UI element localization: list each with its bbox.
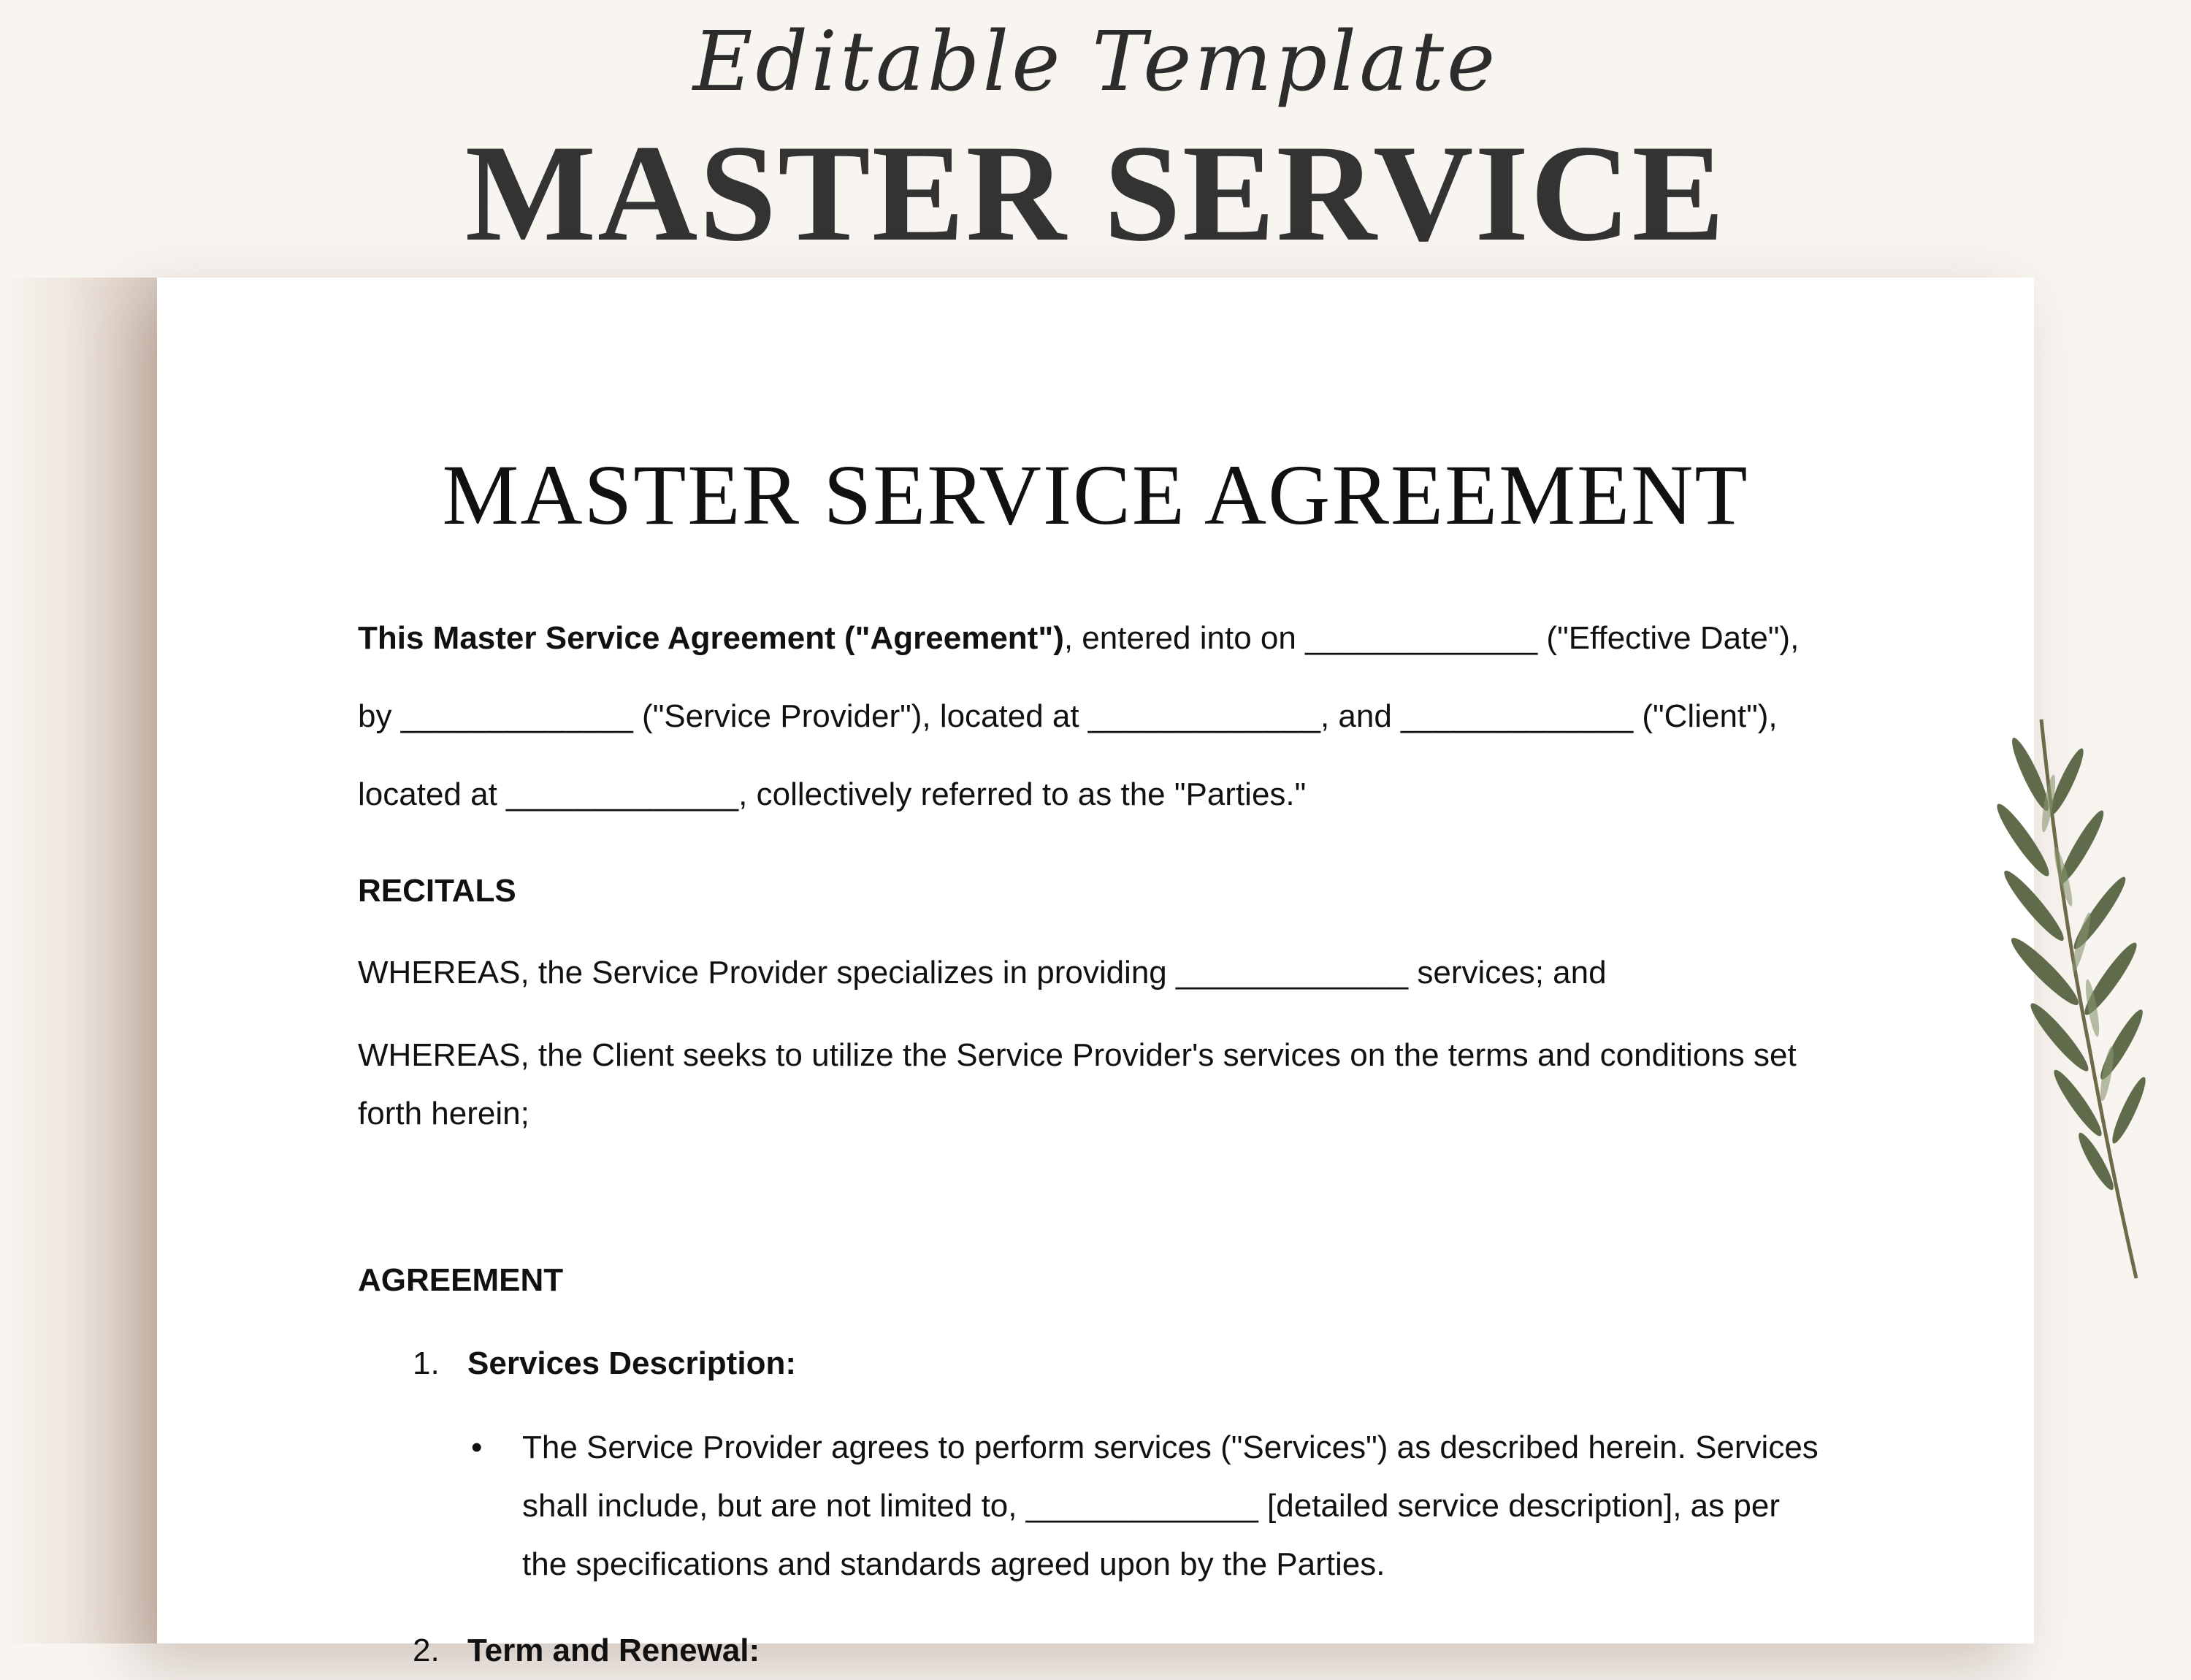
document-page <box>157 278 2034 1668</box>
whereas-clause-2: WHEREAS, the Client seeks to utilize the Service Provider's services on the terms and conditions set forth herein; <box>358 1037 1797 1131</box>
intro-rest-text: , entered into on _____________ ("Effective Date"), by _____________ ("Service Provider"), located at _____________, and _____________ ("Client"), located at _____________, collectively referred to as the "Parties." <box>358 620 1800 812</box>
agreement-heading: AGREEMENT <box>358 1262 564 1298</box>
list-item <box>413 1622 760 1680</box>
intro-paragraph <box>358 599 1833 833</box>
bullet-text: The Service Provider agrees to perform services ("Services") as described herein. Services shall include, but are not limited to, _____________ [detailed service description], as per the specifications and standards agreed upon by the Parties. <box>522 1429 1819 1582</box>
background-shadow <box>0 278 161 1643</box>
bullet-item <box>471 1419 1829 1594</box>
list-number: 2. <box>413 1633 440 1668</box>
list-item-title: Services Description: <box>467 1345 796 1381</box>
list-item <box>413 1335 796 1393</box>
bullet-icon: • <box>471 1429 483 1465</box>
intro-bold-text: This Master Service Agreement ("Agreement") <box>358 620 1064 656</box>
list-number: 1. <box>413 1345 440 1381</box>
document-heading: MASTER SERVICE AGREEMENT <box>442 447 1749 543</box>
script-subtitle: Editable Template <box>692 15 1499 110</box>
list-item-title: Term and Renewal: <box>467 1633 760 1668</box>
rosemary-sprig-icon <box>1972 716 2162 1286</box>
banner-title: MASTER SERVICE <box>464 117 1727 270</box>
whereas-clause-1: WHEREAS, the Service Provider specializes in providing _____________ services; and <box>358 955 1607 990</box>
recitals-heading: RECITALS <box>358 873 516 909</box>
